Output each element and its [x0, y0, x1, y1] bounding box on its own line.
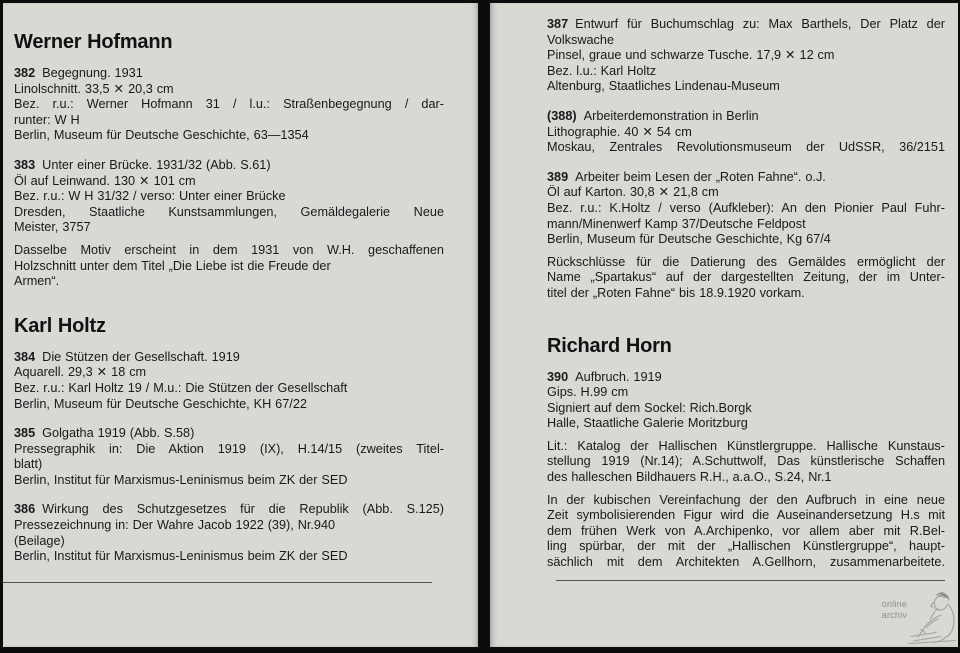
- catalog-entry: [14, 158, 444, 236]
- entry-line: Bez. r.u.: Werner Hofmann 31 / l.u.: Straßenbegegnung / dar-: [14, 97, 444, 112]
- note-line: Armen“.: [14, 274, 60, 289]
- entry-line: mann/Minenwerf Kamp 37/Deutsche Feldpost: [547, 216, 806, 231]
- catalog-entry: [14, 66, 444, 144]
- artist-heading: Richard Horn: [547, 334, 672, 357]
- note-line: des halleschen Bildhauers R.H., a.a.O., S.24, Nr.1: [547, 470, 832, 485]
- entry-line: runter: W H: [14, 112, 80, 127]
- watermark-line2: archiv: [881, 610, 907, 620]
- entry-line: Pinsel, graue und schwarze Tusche. 17,9 ✕ 12 cm: [547, 48, 835, 63]
- entry-title: Golgatha 1919 (Abb. S.58): [42, 426, 195, 441]
- catalog-entry: [547, 370, 945, 432]
- entry-number: 382: [14, 66, 36, 80]
- entry-number: (388): [547, 108, 577, 123]
- note-paragraph: [14, 243, 444, 290]
- watermark-text: [882, 599, 907, 621]
- note-line: Rückschlüsse für die Datierung des Gemäldes ermöglicht der: [547, 254, 945, 269]
- entry-line: (Beilage): [14, 533, 65, 548]
- entry-line: Halle, Staatliche Galerie Moritzburg: [547, 416, 748, 431]
- entry-line: Berlin, Museum für Deutsche Geschichte, Kg 67/4: [547, 232, 831, 247]
- section-divider: [556, 580, 945, 581]
- entry-line: Berlin, Institut für Marxismus-Leninismus beim ZK der SED: [14, 472, 348, 487]
- entry-line: Pressezeichnung in: Der Wahre Jacob 1922 (39), Nr.940: [14, 518, 336, 533]
- page-right: [490, 3, 958, 647]
- note-line: stellung 1919 (Nr.14); A.Schuttwolf, Das künstlerische Schaffen: [547, 454, 945, 469]
- entry-line: Bez. r.u.: W H 31/32 / verso: Unter einer Brücke: [14, 189, 286, 204]
- writer-icon: [908, 590, 956, 644]
- note-line: sächlich mit dem Architekten A.Gellhorn, zusammenarbeitete.: [547, 555, 945, 570]
- note-line: Dasselbe Motiv erscheint in dem 1931 von W.H. geschaffenen: [14, 242, 444, 257]
- entry-line: Öl auf Karton. 30,8 ✕ 21,8 cm: [547, 185, 719, 200]
- entry-line: Bez. l.u.: Karl Holtz: [547, 63, 657, 78]
- entry-title: Arbeiter beim Lesen der „Roten Fahne“. o.J.: [575, 169, 826, 184]
- entry-line: Linolschnitt. 33,5 ✕ 20,3 cm: [14, 81, 174, 96]
- entry-line: Gips. H.99 cm: [547, 385, 629, 400]
- catalog-entry: [14, 350, 444, 412]
- entry-title: Aufbruch. 1919: [575, 369, 662, 384]
- entry-line: Pressegraphik in: Die Aktion 1919 (IX), H.14/15 (zweites Titel-: [14, 441, 444, 456]
- entry-line: Berlin, Museum für Deutsche Geschichte, 63—1354: [14, 128, 309, 143]
- entry-line: Moskau, Zentrales Revolutionsmuseum der UdSSR, 36/2151: [547, 140, 945, 155]
- entry-line: Bez. r.u.: Karl Holtz 19 / M.u.: Die Stützen der Gesellschaft: [14, 380, 348, 395]
- online-archiv-watermark: [882, 590, 956, 644]
- catalog-entry: [14, 502, 444, 564]
- note-line: Zeit symbolisierenden Figur wird die Auseinandersetzung H.s mit: [547, 508, 945, 523]
- entry-line: Öl auf Leinwand. 130 ✕ 101 cm: [14, 173, 196, 188]
- catalog-entry: [14, 426, 444, 488]
- note-line: Lit.: Katalog der Hallischen Künstlergruppe. Hallische Kunstaus-: [547, 438, 945, 453]
- entry-title: Wirkung des Schutzgesetzes für die Republik (Abb. S.125): [42, 502, 444, 517]
- note-paragraph: [547, 255, 945, 302]
- entry-line: Bez. r.u.: K.Holtz / verso (Aufkleber): An den Pionier Paul Fuhr-: [547, 200, 945, 215]
- entry-number: 384: [14, 349, 36, 364]
- note-line: titel der „Roten Fahne“ bis 18.9.1920 vorkam.: [547, 285, 805, 300]
- entry-line: Aquarell. 29,3 ✕ 18 cm: [14, 365, 147, 380]
- entry-line: Signiert auf dem Sockel: Rich.Borgk: [547, 400, 752, 415]
- entry-title: Arbeiterdemonstration in Berlin: [583, 108, 759, 123]
- note-line: ling spürbar, der mit der „Hallischen Künstlergruppe“, haupt-: [547, 539, 945, 554]
- entry-number: 385: [14, 426, 36, 441]
- entry-title: Begegnung. 1931: [42, 66, 143, 80]
- entry-line: Lithographie. 40 ✕ 54 cm: [547, 124, 692, 139]
- entry-line: Berlin, Institut für Marxismus-Leninismus beim ZK der SED: [14, 549, 348, 564]
- note-paragraph: [547, 439, 945, 486]
- entry-number: 389: [547, 169, 569, 184]
- entry-number: 387: [547, 17, 569, 31]
- catalog-entry: [547, 109, 945, 156]
- section-divider: [3, 582, 432, 583]
- entry-line: Altenburg, Staatliches Lindenau-Museum: [547, 79, 780, 94]
- entry-number: 383: [14, 157, 36, 172]
- entry-number: 386: [14, 502, 36, 517]
- entry-line: Volkswache: [547, 32, 614, 47]
- entry-line: blatt): [14, 457, 43, 472]
- entry-title: Die Stützen der Gesellschaft. 1919: [42, 349, 240, 364]
- catalog-entry: [547, 17, 945, 95]
- note-line: Name „Spartakus“ auf der dargestellten Zeitung, der im Unter-: [547, 270, 945, 285]
- entry-title: Entwurf für Buchumschlag zu: Max Barthels, Der Platz der: [575, 17, 945, 31]
- page-left: [3, 3, 478, 647]
- note-line: Holzschnitt unter dem Titel „Die Liebe ist die Freude der: [14, 258, 331, 273]
- entry-line: Berlin, Museum für Deutsche Geschichte, KH 67/22: [14, 396, 307, 411]
- artist-heading: Karl Holtz: [14, 314, 106, 337]
- catalog-entry: [547, 170, 945, 248]
- note-line: dem frühen Werk von A.Archipenko, vor allem aber mit R.Bel-: [547, 523, 945, 538]
- entry-line: Meister, 3757: [14, 220, 91, 235]
- entry-line: Dresden, Staatliche Kunstsammlungen, Gemäldegalerie Neue: [14, 204, 444, 219]
- watermark-line1: online: [881, 599, 907, 609]
- artist-heading: Werner Hofmann: [14, 31, 173, 53]
- entry-number: 390: [547, 369, 569, 384]
- entry-title: Unter einer Brücke. 1931/32 (Abb. S.61): [42, 157, 271, 172]
- note-line: In der kubischen Vereinfachung der den Aufbruch in eine neue: [547, 492, 945, 507]
- note-paragraph: [547, 493, 945, 571]
